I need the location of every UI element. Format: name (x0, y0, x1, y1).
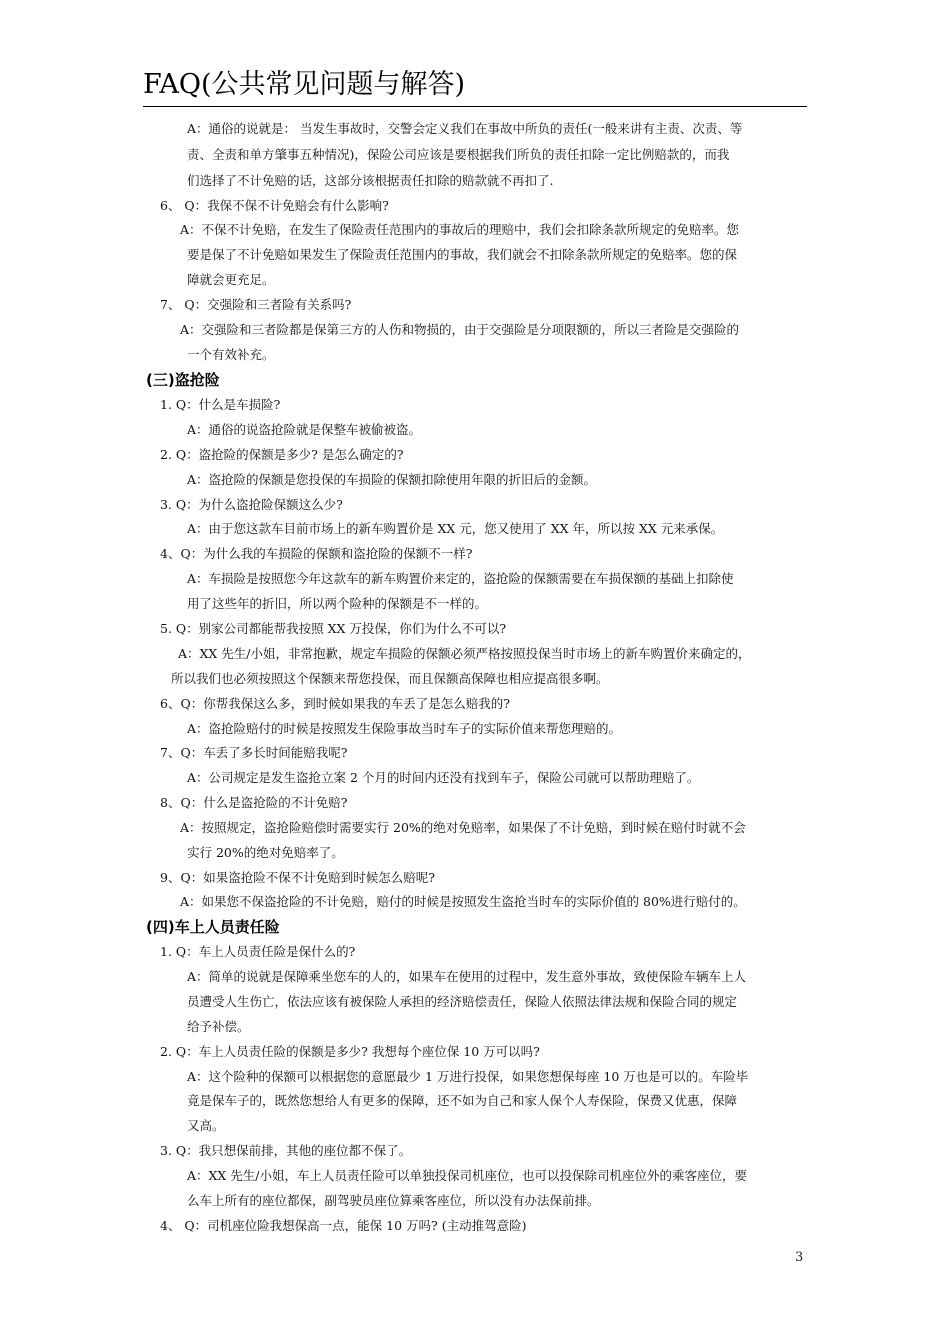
answer-line: 实行 20%的绝对免赔率了。 (187, 845, 344, 860)
question-line: 7、Q：车丢了多长时间能赔我呢? (160, 745, 348, 760)
section-heading: (三)盗抢险 (146, 371, 220, 389)
question-line: 9、Q：如果盗抢险不保不计免赔到时候怎么赔呢? (160, 870, 435, 885)
answer-line: 用了这些年的折旧，所以两个险种的保额是不一样的。 (187, 596, 488, 611)
question-line: 4、 Q：司机座位险我想保高一点，能保 10 万吗? (主动推驾意险) (160, 1218, 527, 1233)
answer-line: A：车损险是按照您今年这款车的新车购置价来定的，盗抢险的保额需要在车损保额的基础上扣除使 (187, 571, 734, 586)
question-line: 5. Q：别家公司都能帮我按照 XX 万投保，你们为什么不可以? (160, 621, 507, 636)
answer-line: 竟是保车子的，既然您想给人有更多的保障，还不如为自己和家人保个人寿保险，保费又优惠，保障 (187, 1093, 738, 1108)
answer-line: A：XX 先生/小姐，非常抱歉，规定车损险的保额必须严格按照投保当时市场上的新车购置价来确定的， (178, 646, 751, 661)
answer-line: A：不保不计免赔，在发生了保险责任范围内的事故后的理赔中，我们会扣除条款所规定的免赔率。您 (180, 222, 740, 237)
question-line: 6、 Q：我保不保不计免赔会有什么影响? (160, 198, 389, 213)
answer-line: A：按照规定，盗抢险赔偿时需要实行 20%的绝对免赔率，如果保了不计免赔，到时候在赔付时就不会 (180, 820, 746, 835)
question-line: 3. Q：为什么盗抢险保额这么少? (160, 497, 343, 512)
answer-line: 要是保了不计免赔如果发生了保险责任范围内的事故，我们就会不扣除条款所规定的免赔率。您的保 (187, 247, 738, 262)
question-line: 7、 Q：交强险和三者险有关系吗? (160, 297, 352, 312)
answer-line: A：通俗的说盗抢险就是保整车被偷被盗。 (187, 422, 422, 437)
question-line: 1. Q：什么是车损险? (160, 397, 281, 412)
answer-line: A：盗抢险的保额是您投保的车损险的保额扣除使用年限的折旧后的金额。 (187, 472, 597, 487)
question-line: 8、Q：什么是盗抢险的不计免赔? (160, 795, 348, 810)
answer-line: 们选择了不计免赔的话，这部分该根据责任扣除的赔款就不再扣了. (187, 173, 554, 188)
question-line: 2. Q：盗抢险的保额是多少? 是怎么确定的? (160, 447, 404, 462)
answer-line: 给予补偿。 (187, 1019, 250, 1034)
answer-line: A：XX 先生/小姐，车上人员责任险可以单独投保司机座位，也可以投保除司机座位外的乘客座位，要 (187, 1168, 748, 1183)
page-title: FAQ(公共常见问题与解答) (143, 69, 466, 100)
question-line: 3. Q：我只想保前排，其他的座位都不保了。 (160, 1143, 412, 1158)
answer-line: A：这个险种的保额可以根据您的意愿最少 1 万进行投保，如果您想保每座 10 万也是可以的。车险毕 (187, 1069, 749, 1084)
page-number: 3 (795, 1250, 804, 1265)
answer-line: A：公司规定是发生盗抢立案 2 个月的时间内还没有找到车子，保险公司就可以帮助理赔了。 (187, 770, 700, 785)
title-divider (143, 106, 807, 107)
question-line: 6、Q：你帮我保这么多，到时候如果我的车丢了是怎么赔我的? (160, 696, 510, 711)
answer-line: 一个有效补充。 (187, 347, 275, 362)
answer-line: 责、全责和单方肇事五种情况)，保险公司应该是要根据我们所负的责任扣除一定比例赔款的，而我 (187, 147, 730, 162)
section-heading: (四)车上人员责任险 (146, 918, 280, 936)
answer-line: 所以我们也必须按照这个保额来帮您投保，而且保额高保障也相应提高很多啊。 (171, 671, 609, 686)
answer-line: A：交强险和三者险都是保第三方的人伤和物损的，由于交强险是分项限额的，所以三者险是交强险的 (180, 322, 740, 337)
answer-line: A：盗抢险赔付的时候是按照发生保险事故当时车子的实际价值来帮您理赔的。 (187, 721, 622, 736)
answer-line: A：由于您这款车目前市场上的新车购置价是 XX 元，您又使用了 XX 年，所以按 XX 元来承保。 (187, 521, 724, 536)
question-line: 4、Q：为什么我的车损险的保额和盗抢险的保额不一样? (160, 546, 473, 561)
answer-line: 又高。 (187, 1118, 225, 1133)
answer-line: 障就会更充足。 (187, 272, 275, 287)
answer-line: A：通俗的说就是： 当发生事故时，交警会定义我们在事故中所负的责任(一般来讲有主责、次责、等 (187, 121, 743, 136)
answer-line: 员遭受人生伤亡，依法应该有被保险人承担的经济赔偿责任，保险人依照法律法规和保险合同的规定 (187, 994, 738, 1009)
answer-line: 么车上所有的座位都保，副驾驶员座位算乘客座位，所以没有办法保前排。 (187, 1193, 600, 1208)
answer-line: A：简单的说就是保障乘坐您车的人的，如果车在使用的过程中，发生意外事故，致使保险车辆车上人 (187, 969, 747, 984)
answer-line: A：如果您不保盗抢险的不计免赔，赔付的时候是按照发生盗抢当时车的实际价值的 80%进行赔付的。 (180, 894, 746, 909)
question-line: 1. Q：车上人员责任险是保什么的? (160, 944, 356, 959)
question-line: 2. Q：车上人员责任险的保额是多少? 我想每个座位保 10 万可以吗? (160, 1044, 540, 1059)
